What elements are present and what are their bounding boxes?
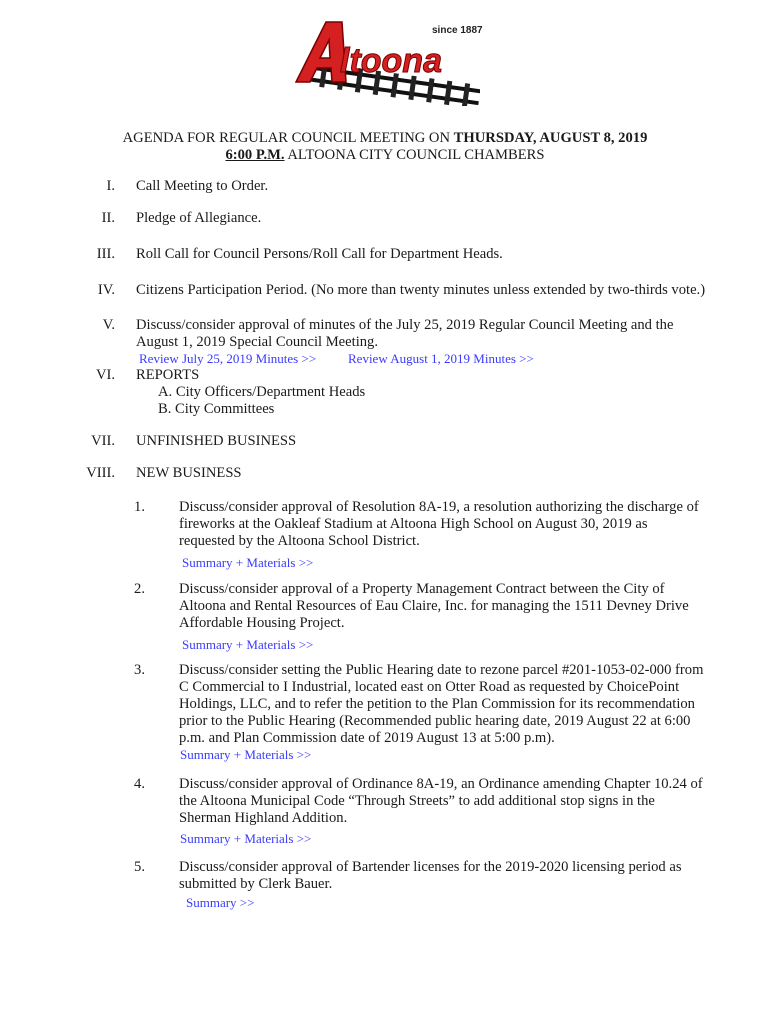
review-july-minutes-link[interactable]: Review July 25, 2019 Minutes >> [139, 351, 317, 366]
item-4-summary-link[interactable]: Summary + Materials >> [180, 831, 312, 846]
meeting-date: THURSDAY, AUGUST 8, 2019 [453, 130, 648, 146]
reports-city-officers: A. City Officers/Department Heads [158, 384, 366, 400]
review-august-minutes-link[interactable]: Review August 1, 2019 Minutes >> [348, 351, 534, 366]
svg-text:ltoona: ltoona [340, 42, 442, 80]
agenda-title-line2 [0, 146, 770, 164]
item-2-summary-link[interactable]: Summary + Materials >> [182, 637, 314, 652]
agenda-title-line1 [0, 129, 770, 147]
meeting-location: ALTOONA CITY COUNCIL CHAMBERS [284, 147, 545, 163]
item-5-summary-link[interactable]: Summary >> [186, 895, 255, 910]
item-1-summary-link[interactable]: Summary + Materials >> [182, 555, 314, 570]
agenda-title-prefix: AGENDA FOR REGULAR COUNCIL MEETING ON [122, 130, 454, 146]
since-1887-label: since 1887 [432, 25, 483, 36]
item-3-summary-link[interactable]: Summary + Materials >> [180, 747, 312, 762]
meeting-time: 6:00 P.M. [225, 147, 285, 163]
reports-city-committees: B. City Committees [158, 401, 275, 417]
